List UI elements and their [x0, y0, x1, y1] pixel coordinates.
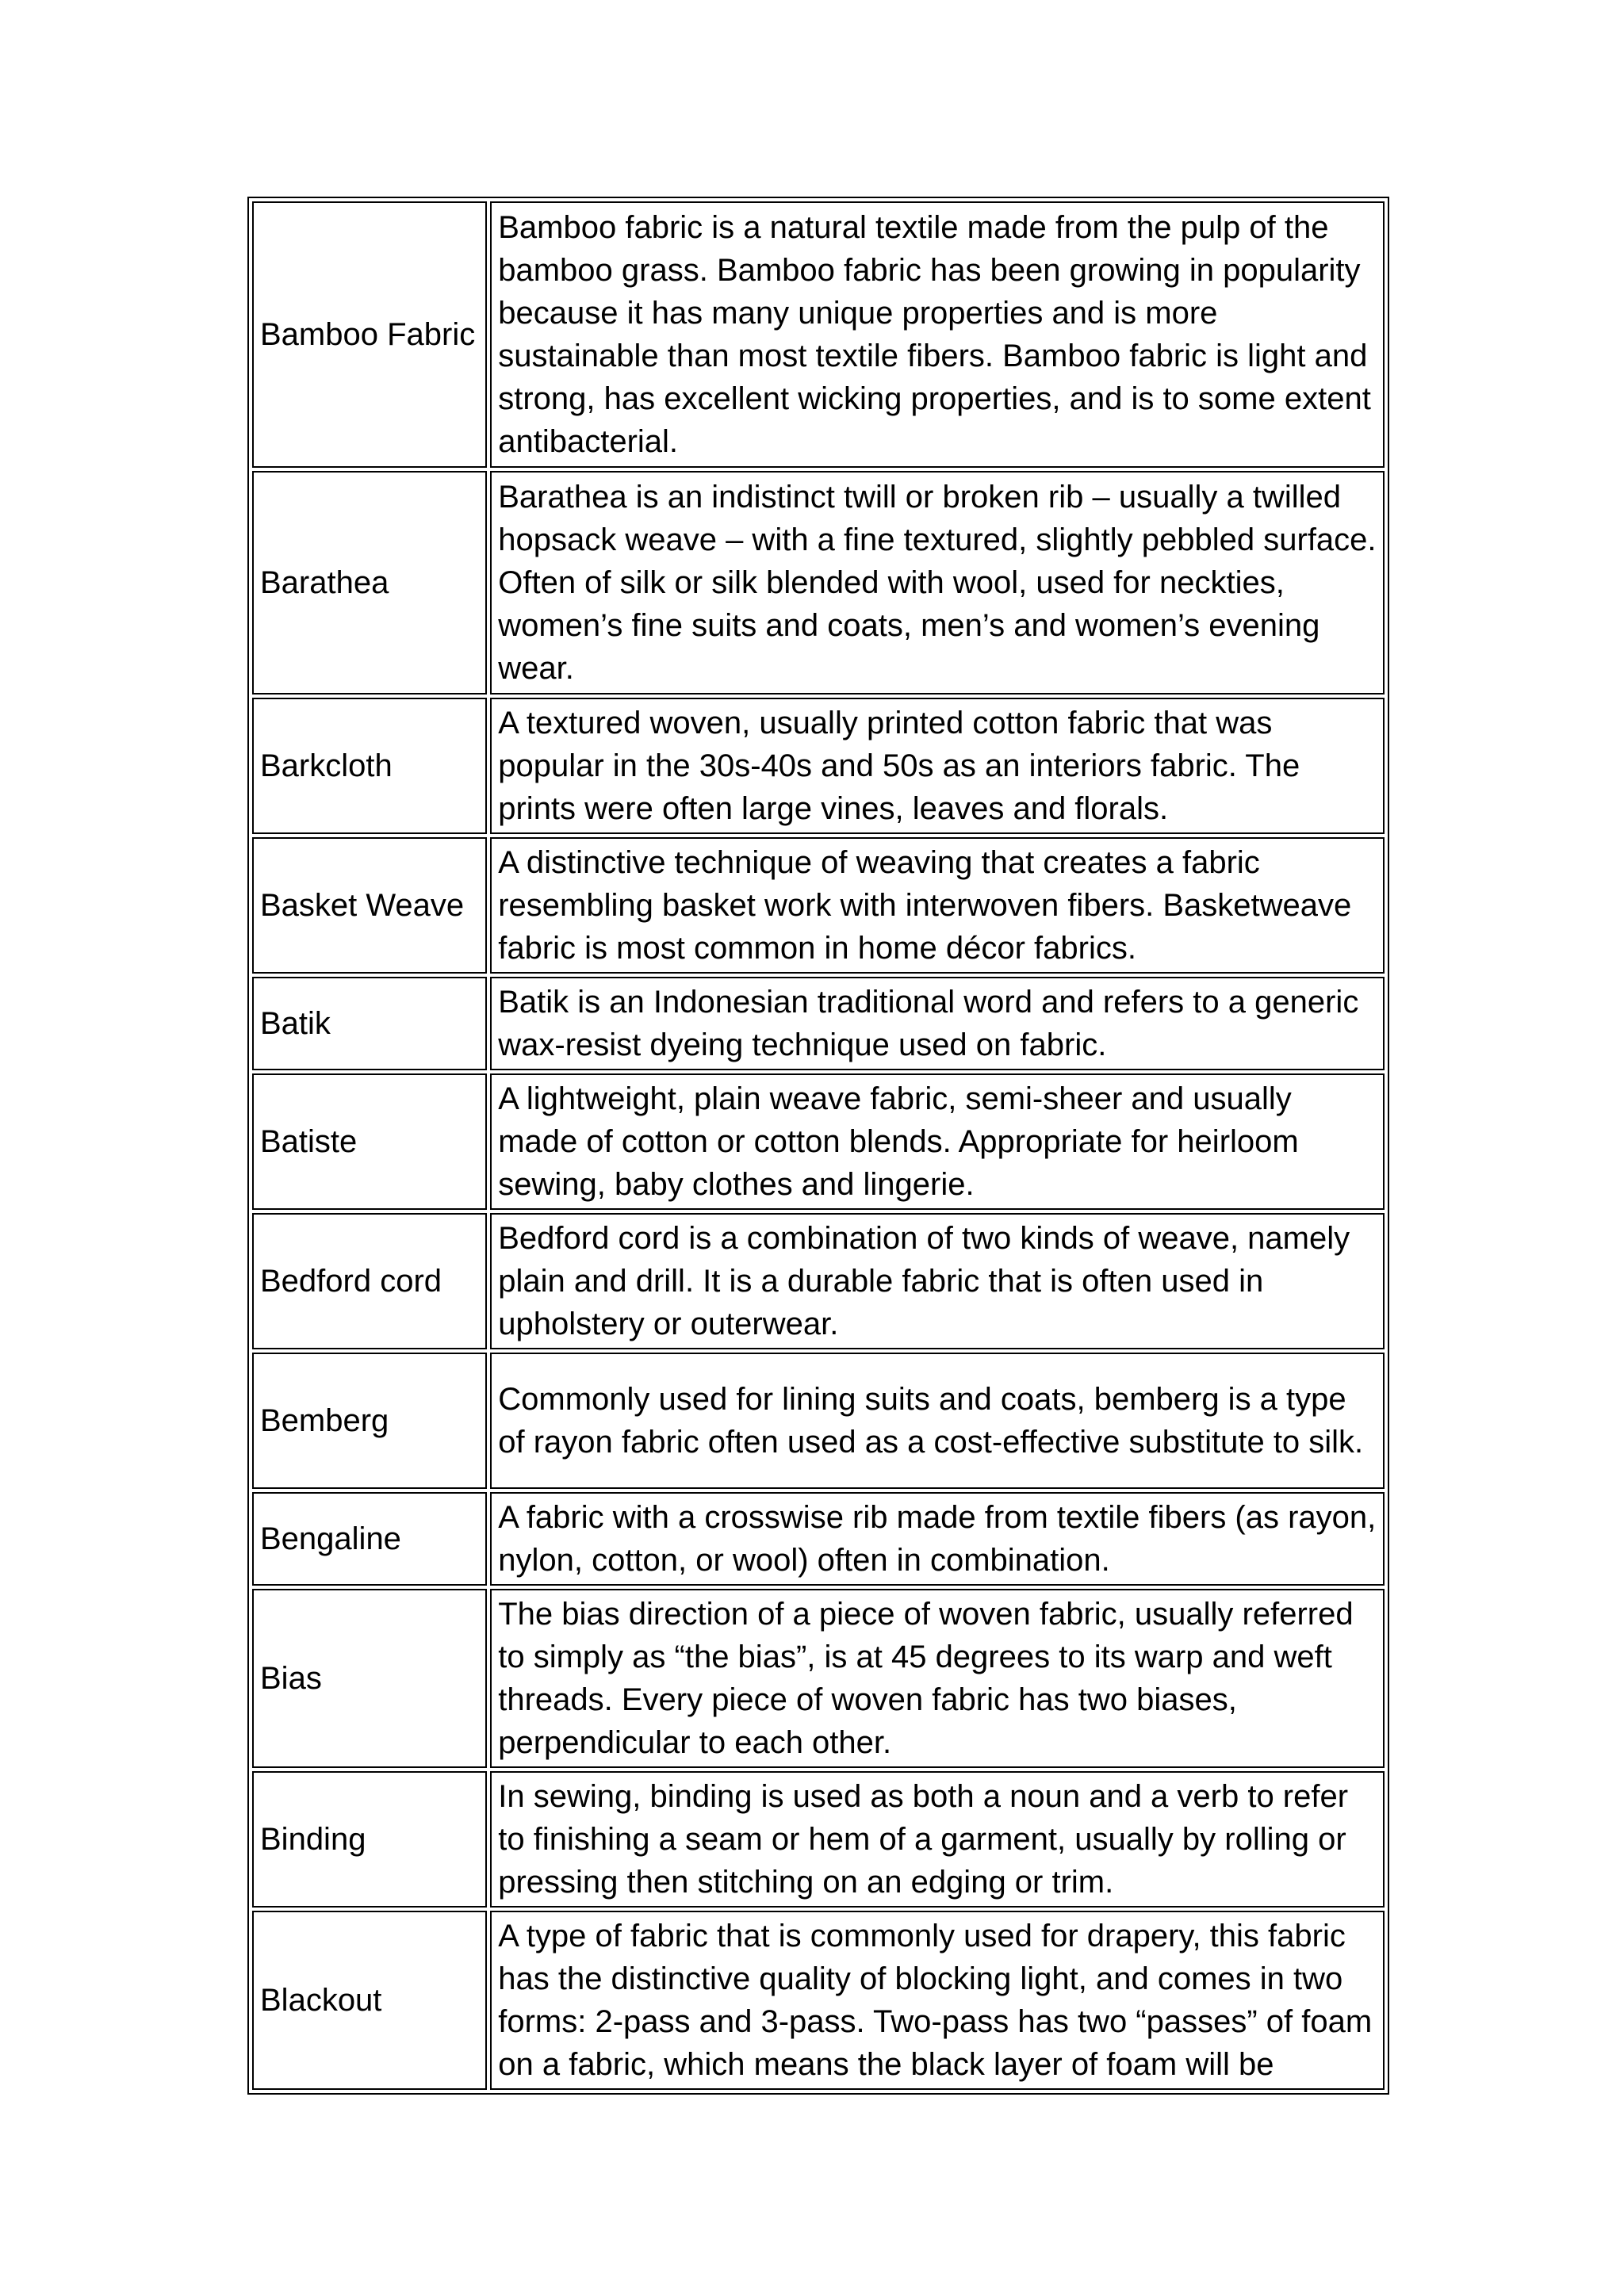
definition-cell: In sewing, binding is used as both a noun and a verb to refer to finishing a seam or hem of a garment, usually by rolling or pressing then stitching on an edging or trim. [490, 1771, 1385, 1908]
table-row [252, 977, 1385, 1070]
term-cell: Bedford cord [252, 1213, 487, 1349]
table-row [252, 1771, 1385, 1908]
table-row [252, 201, 1385, 468]
term-cell: Bias [252, 1589, 487, 1768]
glossary-table [247, 197, 1389, 2095]
term-cell: Basket Weave [252, 837, 487, 974]
definition-cell: Barathea is an indistinct twill or broken rib – usually a twilled hopsack weave – with a fine textured, slightly pebbled surface. Often of silk or silk blended with wool, used for neckties, women’s fine suits and coats, men’s and women’s evening wear. [490, 471, 1385, 695]
table-row [252, 471, 1385, 695]
term-cell: Bemberg [252, 1353, 487, 1489]
term-cell: Batik [252, 977, 487, 1070]
table-row [252, 1492, 1385, 1586]
table-row [252, 1073, 1385, 1210]
term-cell: Barkcloth [252, 698, 487, 834]
definition-cell: A textured woven, usually printed cotton fabric that was popular in the 30s-40s and 50s as an interiors fabric. The prints were often large vines, leaves and florals. [490, 698, 1385, 834]
table-row [252, 837, 1385, 974]
term-cell: Bamboo Fabric [252, 201, 487, 468]
definition-cell: The bias direction of a piece of woven fabric, usually referred to simply as “the bias”, is at 45 degrees to its warp and weft threads. Every piece of woven fabric has two biases, perpendicular to each other. [490, 1589, 1385, 1768]
glossary-table-body [252, 201, 1385, 2090]
term-cell: Binding [252, 1771, 487, 1908]
table-row [252, 698, 1385, 834]
table-row [252, 1353, 1385, 1489]
definition-cell: Batik is an Indonesian traditional word and refers to a generic wax-resist dyeing technique used on fabric. [490, 977, 1385, 1070]
definition-cell: Bamboo fabric is a natural textile made from the pulp of the bamboo grass. Bamboo fabric has been growing in popularity because it has many unique properties and is more sustainable than most textile fibers. Bamboo fabric is light and strong, has excellent wicking properties, and is to some extent antibacterial. [490, 201, 1385, 468]
definition-cell: Bedford cord is a combination of two kinds of weave, namely plain and drill. It is a durable fabric that is often used in upholstery or outerwear. [490, 1213, 1385, 1349]
definition-cell: A fabric with a crosswise rib made from textile fibers (as rayon, nylon, cotton, or wool) often in combination. [490, 1492, 1385, 1586]
definition-cell: A type of fabric that is commonly used for drapery, this fabric has the distinctive quality of blocking light, and comes in two forms: 2-pass and 3-pass. Two-pass has two “passes” of foam on a fabric, which means the black layer of foam will be [490, 1911, 1385, 2090]
table-row [252, 1911, 1385, 2090]
term-cell: Bengaline [252, 1492, 487, 1586]
definition-cell: A lightweight, plain weave fabric, semi-sheer and usually made of cotton or cotton blends. Appropriate for heirloom sewing, baby clothes and lingerie. [490, 1073, 1385, 1210]
definition-cell: A distinctive technique of weaving that creates a fabric resembling basket work with interwoven fibers. Basketweave fabric is most common in home décor fabrics. [490, 837, 1385, 974]
term-cell: Blackout [252, 1911, 487, 2090]
table-row [252, 1213, 1385, 1349]
term-cell: Batiste [252, 1073, 487, 1210]
term-cell: Barathea [252, 471, 487, 695]
table-row [252, 1589, 1385, 1768]
definition-cell: Commonly used for lining suits and coats, bemberg is a type of rayon fabric often used as a cost-effective substitute to silk. [490, 1353, 1385, 1489]
